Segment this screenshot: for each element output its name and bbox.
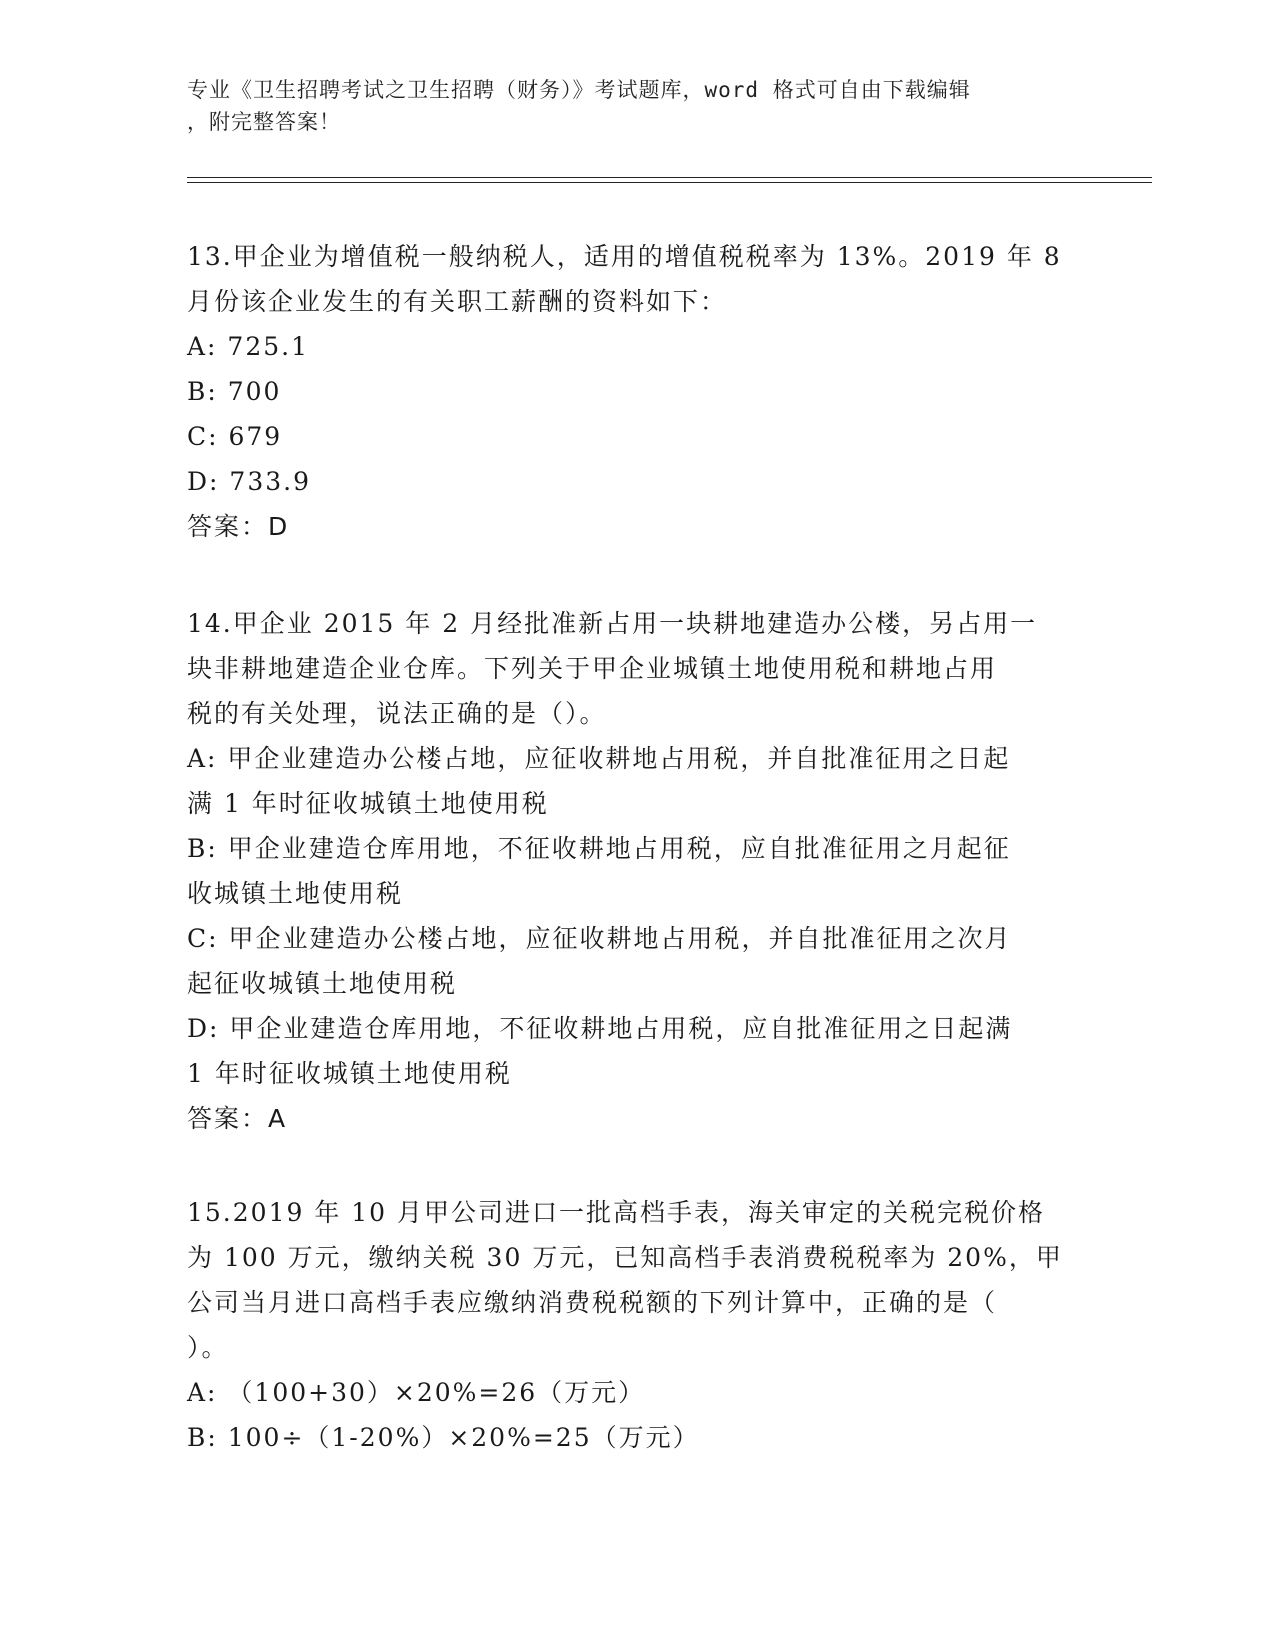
question-stem-line: 税的有关处理，说法正确的是（）。 (187, 699, 607, 728)
question-stem-line: 13.甲企业为增值税一般纳税人，适用的增值税税率为 13%。2019 年 8 (187, 242, 1062, 271)
question-stem-line: 块非耕地建造企业仓库。下列关于甲企业城镇土地使用税和耕地占用 (187, 654, 998, 683)
option-a: A: 725.1 (187, 332, 309, 361)
question-stem-line: 14.甲企业 2015 年 2 月经批准新占用一块耕地建造办公楼，另占用一 (187, 609, 1038, 638)
option-d: D: 甲企业建造仓库用地，不征收耕地占用税，应自批准征用之日起满 (187, 1014, 1013, 1043)
answer-label: 答案：D (187, 512, 290, 541)
option-a: A: （100+30）×20%=26（万元） (187, 1378, 646, 1407)
option-d-continued: 1 年时征收城镇土地使用税 (187, 1059, 512, 1088)
option-b: B: 甲企业建造仓库用地，不征收耕地占用税，应自批准征用之月起征 (187, 834, 1011, 863)
option-a: A: 甲企业建造办公楼占地，应征收耕地占用税，并自批准征用之日起 (187, 744, 1011, 773)
header-line-1: 专业《卫生招聘考试之卫生招聘（财务）》考试题库，word 格式可自由下载编辑 (187, 78, 971, 102)
header-divider-top (187, 177, 1152, 178)
header-divider-bottom (187, 182, 1152, 183)
answer-label: 答案：A (187, 1104, 288, 1133)
option-d: D: 733.9 (187, 467, 311, 496)
option-a-continued: 满 1 年时征收城镇土地使用税 (187, 789, 549, 818)
option-b: B: 100÷（1-20%）×20%=25（万元） (187, 1423, 700, 1452)
option-c: C: 甲企业建造办公楼占地，应征收耕地占用税，并自批准征用之次月 (187, 924, 1012, 953)
header-line-2: ，附完整答案！ (187, 110, 341, 134)
question-stem-line: 月份该企业发生的有关职工薪酬的资料如下： (187, 287, 728, 316)
question-stem-line: 为 100 万元，缴纳关税 30 万元，已知高档手表消费税税率为 20%，甲 (187, 1243, 1063, 1272)
document-header (187, 74, 1067, 138)
option-c: C: 679 (187, 422, 283, 451)
option-c-continued: 起征收城镇土地使用税 (187, 969, 458, 998)
option-b: B: 700 (187, 377, 282, 406)
question-stem-line: 公司当月进口高档手表应缴纳消费税税额的下列计算中，正确的是（ (187, 1288, 998, 1317)
question-13 (187, 234, 1077, 549)
question-14 (187, 601, 1077, 1141)
question-stem-line: 15.2019 年 10 月甲公司进口一批高档手表，海关审定的关税完税价格 (187, 1198, 1046, 1227)
option-b-continued: 收城镇土地使用税 (187, 879, 404, 908)
question-stem-line: ）。 (187, 1333, 229, 1362)
question-15 (187, 1190, 1077, 1460)
